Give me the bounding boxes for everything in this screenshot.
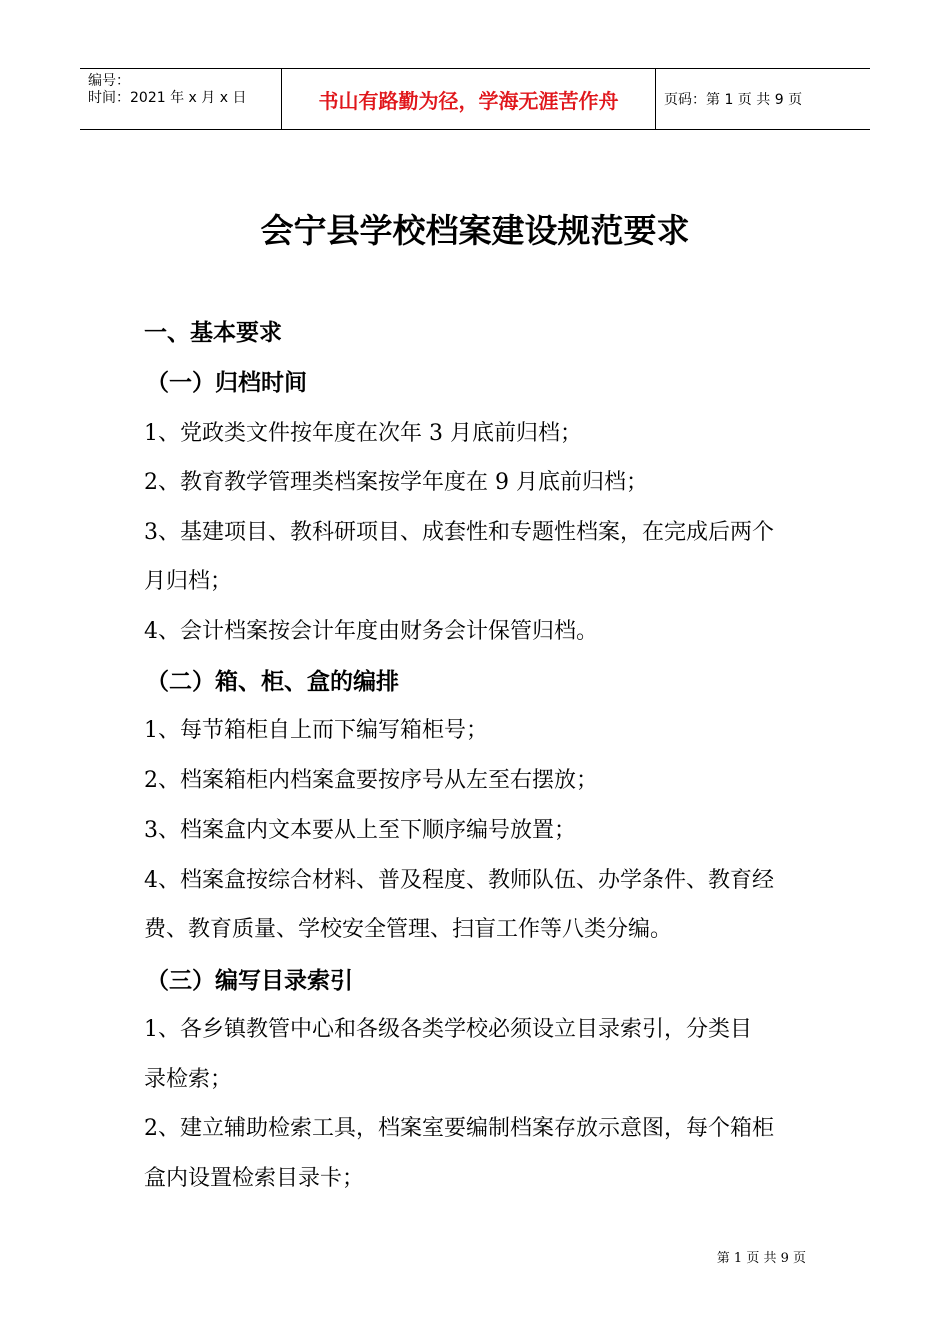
list-item: 4、档案盒按综合材料、普及程度、教师队伍、办学条件、教育经 xyxy=(144,868,774,893)
header-page-cell xyxy=(655,69,870,129)
list-item-continuation: 费、教育质量、学校安全管理、扫盲工作等八类分编。 xyxy=(144,917,673,942)
list-item: 1、各乡镇教管中心和各级各类学校必须设立目录索引，分类目 xyxy=(144,1017,752,1042)
header-motto-cell xyxy=(281,69,656,129)
list-item: 3、档案盒内文本要从上至下顺序编号放置； xyxy=(144,818,576,843)
motto: 书山有路勤为径，学海无涯苦作舟 xyxy=(318,88,619,113)
list-item: 1、党政类文件按年度在次年 3 月底前归档； xyxy=(144,421,582,446)
list-item-continuation: 盒内设置检索目录卡； xyxy=(144,1166,365,1191)
list-item: 3、基建项目、教科研项目、成套性和专题性档案，在完成后两个 xyxy=(144,520,774,545)
time-label: 时间：2021 年 x 月 x 日 xyxy=(88,90,247,106)
number-label: 编号： xyxy=(88,73,130,89)
section-heading: 一、基本要求 xyxy=(144,320,282,346)
subsection-heading: （二）箱、柜、盒的编排 xyxy=(146,669,399,695)
list-item: 1、每节箱柜自上而下编写箱柜号； xyxy=(144,718,488,743)
page-footer: 第 1 页 共 9 页 xyxy=(716,1251,806,1266)
list-item: 2、教育教学管理类档案按学年度在 9 月底前归档； xyxy=(144,470,648,495)
document-title: 会宁县学校档案建设规范要求 xyxy=(260,211,690,250)
page-header xyxy=(80,68,870,130)
subsection-heading: （三）编写目录索引 xyxy=(146,968,353,994)
list-item-continuation: 月归档； xyxy=(144,569,233,594)
list-item: 4、会计档案按会计年度由财务会计保管归档。 xyxy=(144,619,598,644)
list-item: 2、档案箱柜内档案盒要按序号从左至右摆放； xyxy=(144,768,598,793)
list-item-continuation: 录检索； xyxy=(144,1067,233,1092)
list-item: 2、建立辅助检索工具，档案室要编制档案存放示意图，每个箱柜 xyxy=(144,1116,774,1141)
subsection-heading: （一）归档时间 xyxy=(146,370,307,396)
header-meta xyxy=(80,69,280,129)
page-info: 页码：第 1 页 共 9 页 xyxy=(664,92,803,108)
